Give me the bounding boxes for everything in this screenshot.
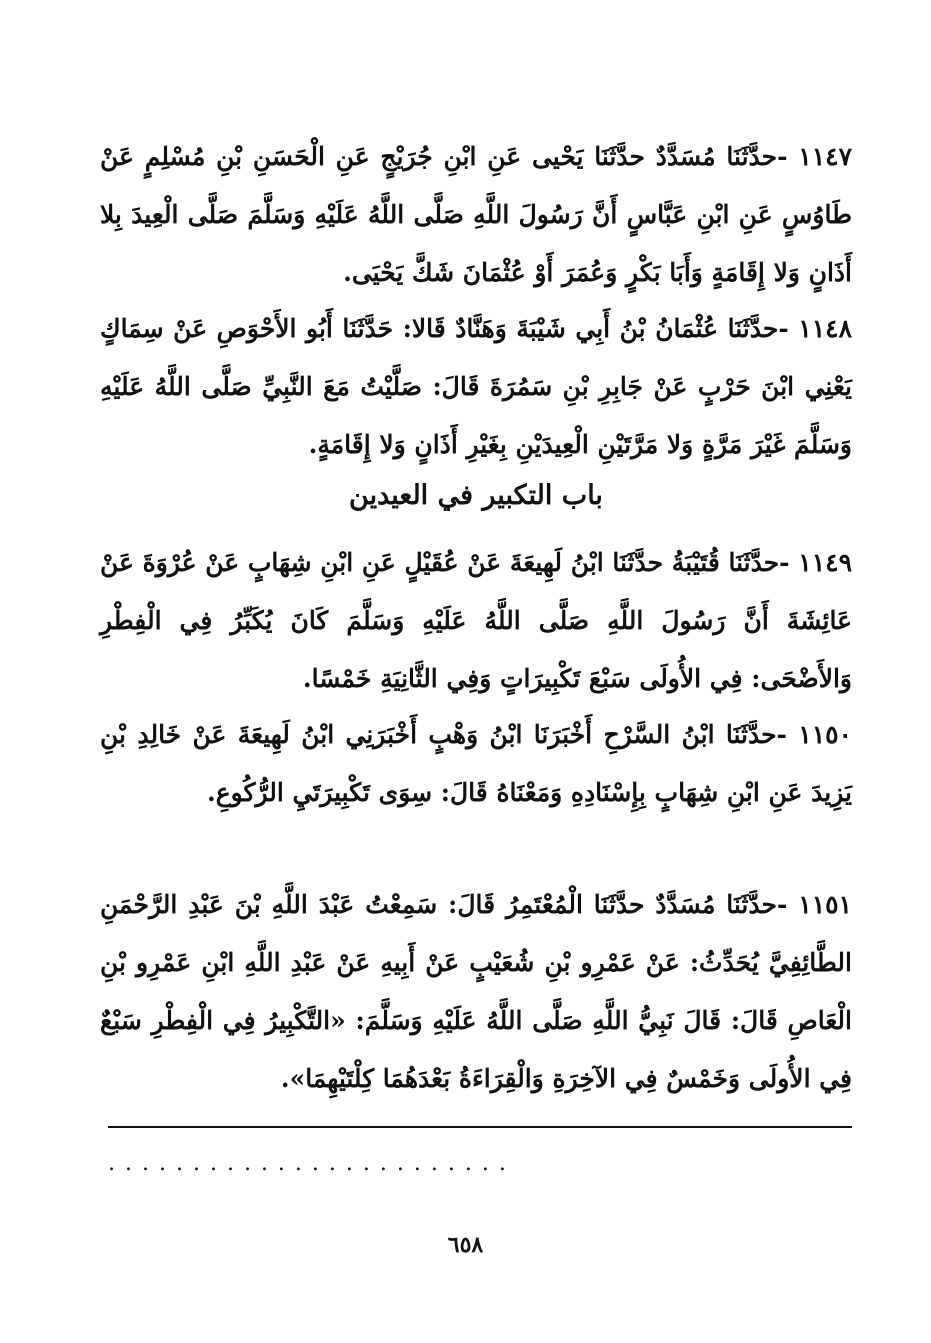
hadith-text: -حدَّثَنَا ابْنُ السَّرْحِ أَخْبَرَنَا ابْنُ وَهْبٍ أَخْبَرَنِي ابْنُ لَهِيعَةَ عَنْ خَالِدِ بْنِ يَزِيدَ عَنِ ابْنِ شِهَابٍ بِإِسْنَادِهِ وَمَعْنَاهُ قَالَ: سِوَى تَكْبِيرَتَيِ الرُّكُوعِ.: [100, 720, 852, 807]
hadith-text: -حدَّثَنَا قُتَيْبَةُ حدَّثَنَا ابْنُ لَهِيعَةَ عَنْ عُقَيْلٍ عَنِ ابْنِ شِهَابٍ عَنْ عُرْوَةَ عَنْ عَائِشَةَ أَنَّ رَسُولَ اللَّهِ صَلَّى اللَّهُ عَلَيْهِ وَسَلَّمَ كَانَ يُكَبِّرُ فِي الْفِطْرِ وَالأَضْحَى: فِي الأُولَى سَبْعَ تَكْبِيرَاتٍ وَفِي الثَّانِيَةِ خَمْسًا.: [100, 548, 852, 693]
hadith-1147: [100, 128, 852, 302]
hadith-1151: [100, 876, 852, 1108]
hadith-1149: [100, 534, 852, 708]
hadith-text: -حدَّثَنَا مُسَدَّدٌ حدَّثَنَا الْمُعْتَمِرُ قَالَ: سَمِعْتُ عَبْدَ اللَّهِ بْنَ عَبْدِ الرَّحْمَنِ الطَّائِفِيَّ يُحَدِّثُ: عَنْ عَمْرِو بْنِ شُعَيْبٍ عَنْ أَبِيهِ عَنْ عَبْدِ اللَّهِ ابْنِ عَمْرِو بْنِ الْعَاصِ قَالَ: قَالَ نَبِيُّ اللَّهِ صَلَّى اللَّهُ عَلَيْهِ وَسَلَّمَ: «التَّكْبِيرُ فِي الْفِطْرِ سَبْعٌ فِي الأُولَى وَخَمْسٌ فِي الآخِرَةِ وَالْقِرَاءَةُ بَعْدَهُمَا كِلْتَيْهِمَا».: [100, 890, 852, 1093]
hadith-number: ١١٤٨: [798, 314, 852, 343]
hadith-number: ١١٥١: [798, 890, 852, 919]
hadith-number: ١١٥٠: [798, 720, 852, 749]
page-number: ٦٥٨: [447, 1232, 484, 1258]
hadith-text: -حدَّثَنَا مُسَدَّدٌ حدَّثَنَا يَحْيى عَنِ ابْنِ جُرَيْجٍ عَنِ الْحَسَنِ بْنِ مُسْلِمٍ عَنْ طَاوُسٍ عَنِ ابْنِ عَبَّاسٍ أَنَّ رَسُولَ اللَّهِ صَلَّى اللَّهُ عَلَيْهِ وَسَلَّمَ صَلَّى الْعِيدَ بِلا أَذَانٍ وَلا إِقَامَةٍ وَأَبَا بَكْرٍ وَعُمَرَ أَوْ عُثْمَانَ شَكَّ يَحْيَى.: [100, 142, 852, 287]
hadith-text: -حدَّثَنَا عُثْمَانُ بْنُ أَبِي شَيْبَةَ وَهَنَّادٌ قَالا: حَدَّثَنَا أَبُو الأَحْوَصِ عَنْ سِمَاكٍ يَعْنِي ابْنَ حَرْبٍ عَنْ جَابِرِ بْنِ سَمُرَةَ قَالَ: صَلَّيْتُ مَعَ النَّبِيِّ صَلَّى اللَّهُ عَلَيْهِ وَسَلَّمَ غَيْرَ مَرَّةٍ وَلا مَرَّتَيْنِ الْعِيدَيْنِ بِغَيْرِ أَذَانٍ وَلا إِقَامَةٍ.: [100, 314, 852, 459]
hadith-number: ١١٤٩: [798, 548, 852, 577]
footnote-divider: [108, 1126, 852, 1128]
footnote-dots: ........................: [108, 1151, 516, 1176]
chapter-title: باب التكبير في العيدين: [349, 480, 603, 511]
hadith-1150: [100, 706, 852, 822]
hadith-1148: [100, 300, 852, 474]
hadith-number: ١١٤٧: [798, 142, 852, 171]
